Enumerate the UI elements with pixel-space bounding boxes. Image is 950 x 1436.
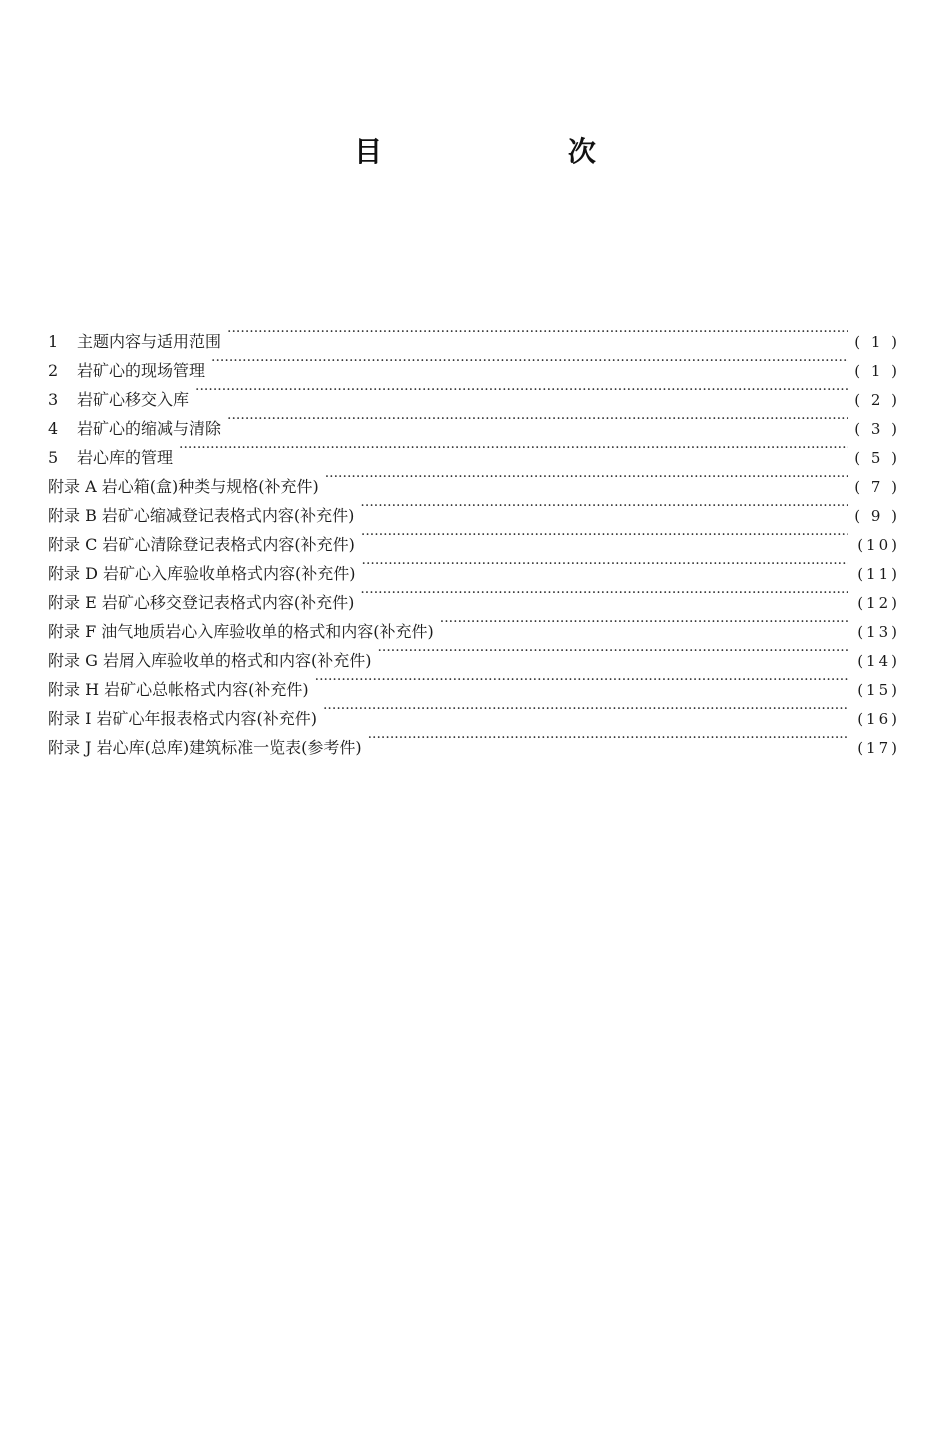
toc-entry-number: 3 xyxy=(48,390,59,409)
toc-entry-title: 主题内容与适用范围 xyxy=(77,332,222,351)
toc-entry-title: 附录 G 岩屑入库验收单的格式和内容(补充件) xyxy=(48,651,372,670)
toc-entry-page: ( 2 ) xyxy=(854,391,900,409)
toc-entry-title: 附录 C 岩矿心清除登记表格式内容(补充件) xyxy=(48,535,355,554)
toc-entry-page: (11) xyxy=(857,565,900,583)
toc-entry-page: ( 5 ) xyxy=(854,449,900,467)
toc-entry-title: 附录 B 岩矿心缩减登记表格式内容(补充件) xyxy=(48,506,355,525)
toc-entry-number: 2 xyxy=(48,361,59,380)
toc-entry-title: 附录 I 岩矿心年报表格式内容(补充件) xyxy=(48,709,317,728)
toc-entry-title: 附录 H 岩矿心总帐格式内容(补充件) xyxy=(48,680,309,699)
toc-entry-title: 岩矿心的现场管理 xyxy=(77,361,206,380)
toc-entry-page: ( 1 ) xyxy=(854,362,900,380)
toc-entry-page: ( 1 ) xyxy=(854,333,900,351)
toc-dot-leader xyxy=(325,463,848,492)
toc-dot-leader xyxy=(368,724,848,753)
toc-entry-page: (13) xyxy=(857,623,900,641)
toc-entry-title: 附录 D 岩矿心入库验收单格式内容(补充件) xyxy=(48,564,356,583)
table-of-contents xyxy=(48,318,900,757)
toc-entry-page: (14) xyxy=(857,652,900,670)
toc-dot-leader xyxy=(362,550,849,579)
toc-entry-title: 附录 E 岩矿心移交登记表格式内容(补充件) xyxy=(48,593,355,612)
toc-entry-page: (15) xyxy=(857,681,900,699)
toc-entry[interactable] xyxy=(48,318,900,351)
toc-dot-leader xyxy=(440,608,848,637)
toc-dot-leader xyxy=(360,492,848,521)
toc-entry-title: 岩矿心移交入库 xyxy=(77,390,190,409)
toc-entry-page: (16) xyxy=(857,710,900,728)
toc-dot-leader xyxy=(179,434,848,463)
toc-entry-number: 1 xyxy=(48,332,59,351)
toc-dot-leader xyxy=(361,521,848,550)
toc-entry-page: (10) xyxy=(857,536,900,554)
toc-entry-page: ( 7 ) xyxy=(854,478,900,496)
toc-dot-leader xyxy=(315,666,848,695)
toc-entry-title: 附录 F 油气地质岩心入库验收单的格式和内容(补充件) xyxy=(48,622,434,641)
toc-entry-title: 附录 J 岩心库(总库)建筑标准一览表(参考件) xyxy=(48,738,362,757)
toc-entry-page: (12) xyxy=(857,594,900,612)
toc-entry-page: (17) xyxy=(857,739,900,757)
toc-entry-page: ( 3 ) xyxy=(854,420,900,438)
toc-dot-leader xyxy=(195,376,848,405)
page-title: 目 次 xyxy=(354,135,684,168)
toc-entry-title: 附录 A 岩心箱(盒)种类与规格(补充件) xyxy=(48,477,319,496)
toc-entry-title: 岩矿心的缩减与清除 xyxy=(77,419,222,438)
toc-dot-leader xyxy=(360,579,848,608)
toc-entry-title: 岩心库的管理 xyxy=(77,448,174,467)
toc-entry-number: 4 xyxy=(48,419,59,438)
toc-dot-leader xyxy=(323,695,848,724)
toc-dot-leader xyxy=(227,318,848,347)
toc-dot-leader xyxy=(211,347,848,376)
toc-entry-page: ( 9 ) xyxy=(854,507,900,525)
toc-dot-leader xyxy=(377,637,848,666)
toc-dot-leader xyxy=(227,405,848,434)
toc-entry-number: 5 xyxy=(48,448,59,467)
